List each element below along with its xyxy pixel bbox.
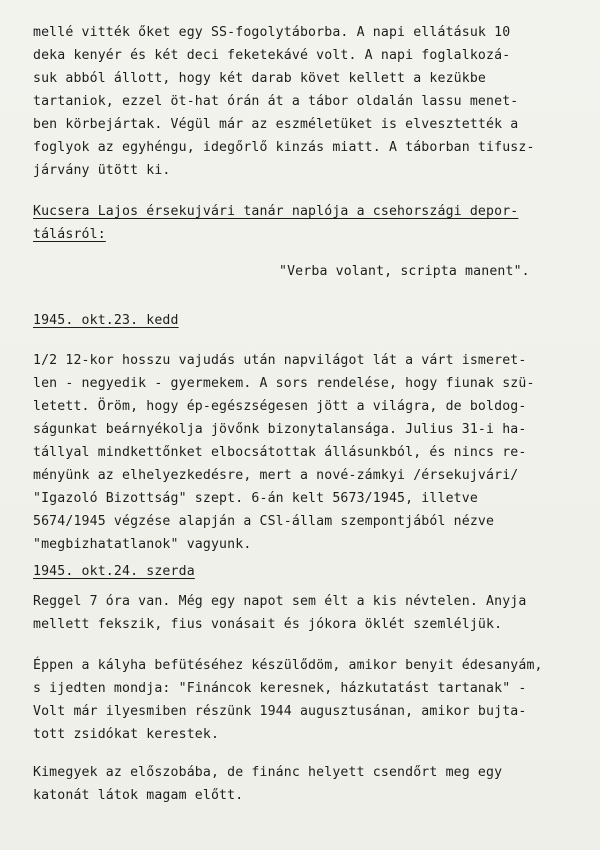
- text-line: ságunkat beárnyékolja jövőnk bizonytalansága. Julius 31-i ha-: [33, 422, 527, 437]
- text-line: len - negyedik - gyermekem. A sors rendelése, hogy fiunak szü-: [33, 376, 535, 391]
- text-line: "megbizhatatlanok" vagyunk.: [33, 537, 252, 552]
- diary-date: 1945. okt.23. kedd: [33, 313, 179, 328]
- text-line: letett. Öröm, hogy ép-egészségesen jött a világra, de boldog-: [33, 399, 527, 414]
- text-line: 1/2 12-kor hosszu vajudás után napvilágot lát a várt ismeret-: [33, 353, 527, 368]
- text-line: mellett fekszik, fius vonásait és jókora öklét szemléljük.: [33, 617, 503, 632]
- text-line: mellé vitték őket egy SS-fogolytáborba. A napi ellátásuk 10: [33, 25, 511, 40]
- text-line: Kimegyek az előszobába, de finánc helyett csendőrt meg egy: [33, 765, 503, 780]
- text-line: járvány ütött ki.: [33, 163, 171, 178]
- text-line: tállyal mindkettőnket elbocsátottak állásunkból, és nincs re-: [33, 445, 527, 460]
- text-line: ben körbejártak. Végül már az eszméletüket is elvesztették a: [33, 117, 519, 132]
- text-line: tott zsidókat kerestek.: [33, 727, 220, 742]
- text-line: suk abból állott, hogy két darab követ kellett a kezükbe: [33, 71, 487, 86]
- diary-date: 1945. okt.24. szerda: [33, 564, 195, 579]
- text-line: s ijedten mondja: "Fináncok keresnek, házkutatást tartanak" -: [33, 681, 527, 696]
- text-line: foglyok az egyhéngu, idegőrlő kinzás miatt. A táborban tifusz-: [33, 140, 535, 155]
- section-heading: Kucsera Lajos érsekujvári tanár naplója a csehországi depor-: [33, 204, 519, 219]
- motto: "Verba volant, scripta manent".: [279, 264, 530, 279]
- text-line: deka kenyér és két deci feketekávé volt. A napi foglalkozá-: [33, 48, 511, 63]
- text-line: "Igazoló Bizottság" szept. 6-án kelt 5673/1945, illetve: [33, 491, 478, 506]
- text-line: ményünk az elhelyezkedésre, mert a nové-zámkyi /érsekujvári/: [33, 468, 519, 483]
- text-line: Reggel 7 óra van. Még egy napot sem élt a kis névtelen. Anyja: [33, 594, 527, 609]
- section-heading: tálásról:: [33, 227, 106, 242]
- text-line: tartaniok, ezzel öt-hat órán át a tábor oldalán lassu menet-: [33, 94, 519, 109]
- text-line: katonát látok magam előtt.: [33, 788, 244, 803]
- text-line: 5674/1945 végzése alapján a CSl-állam szempontjából nézve: [33, 514, 495, 529]
- text-line: Volt már ilyesmiben részünk 1944 augusztusánan, amikor bujta-: [33, 704, 527, 719]
- text-line: Éppen a kályha befütéséhez készülődöm, amikor benyit édesanyám,: [33, 658, 543, 673]
